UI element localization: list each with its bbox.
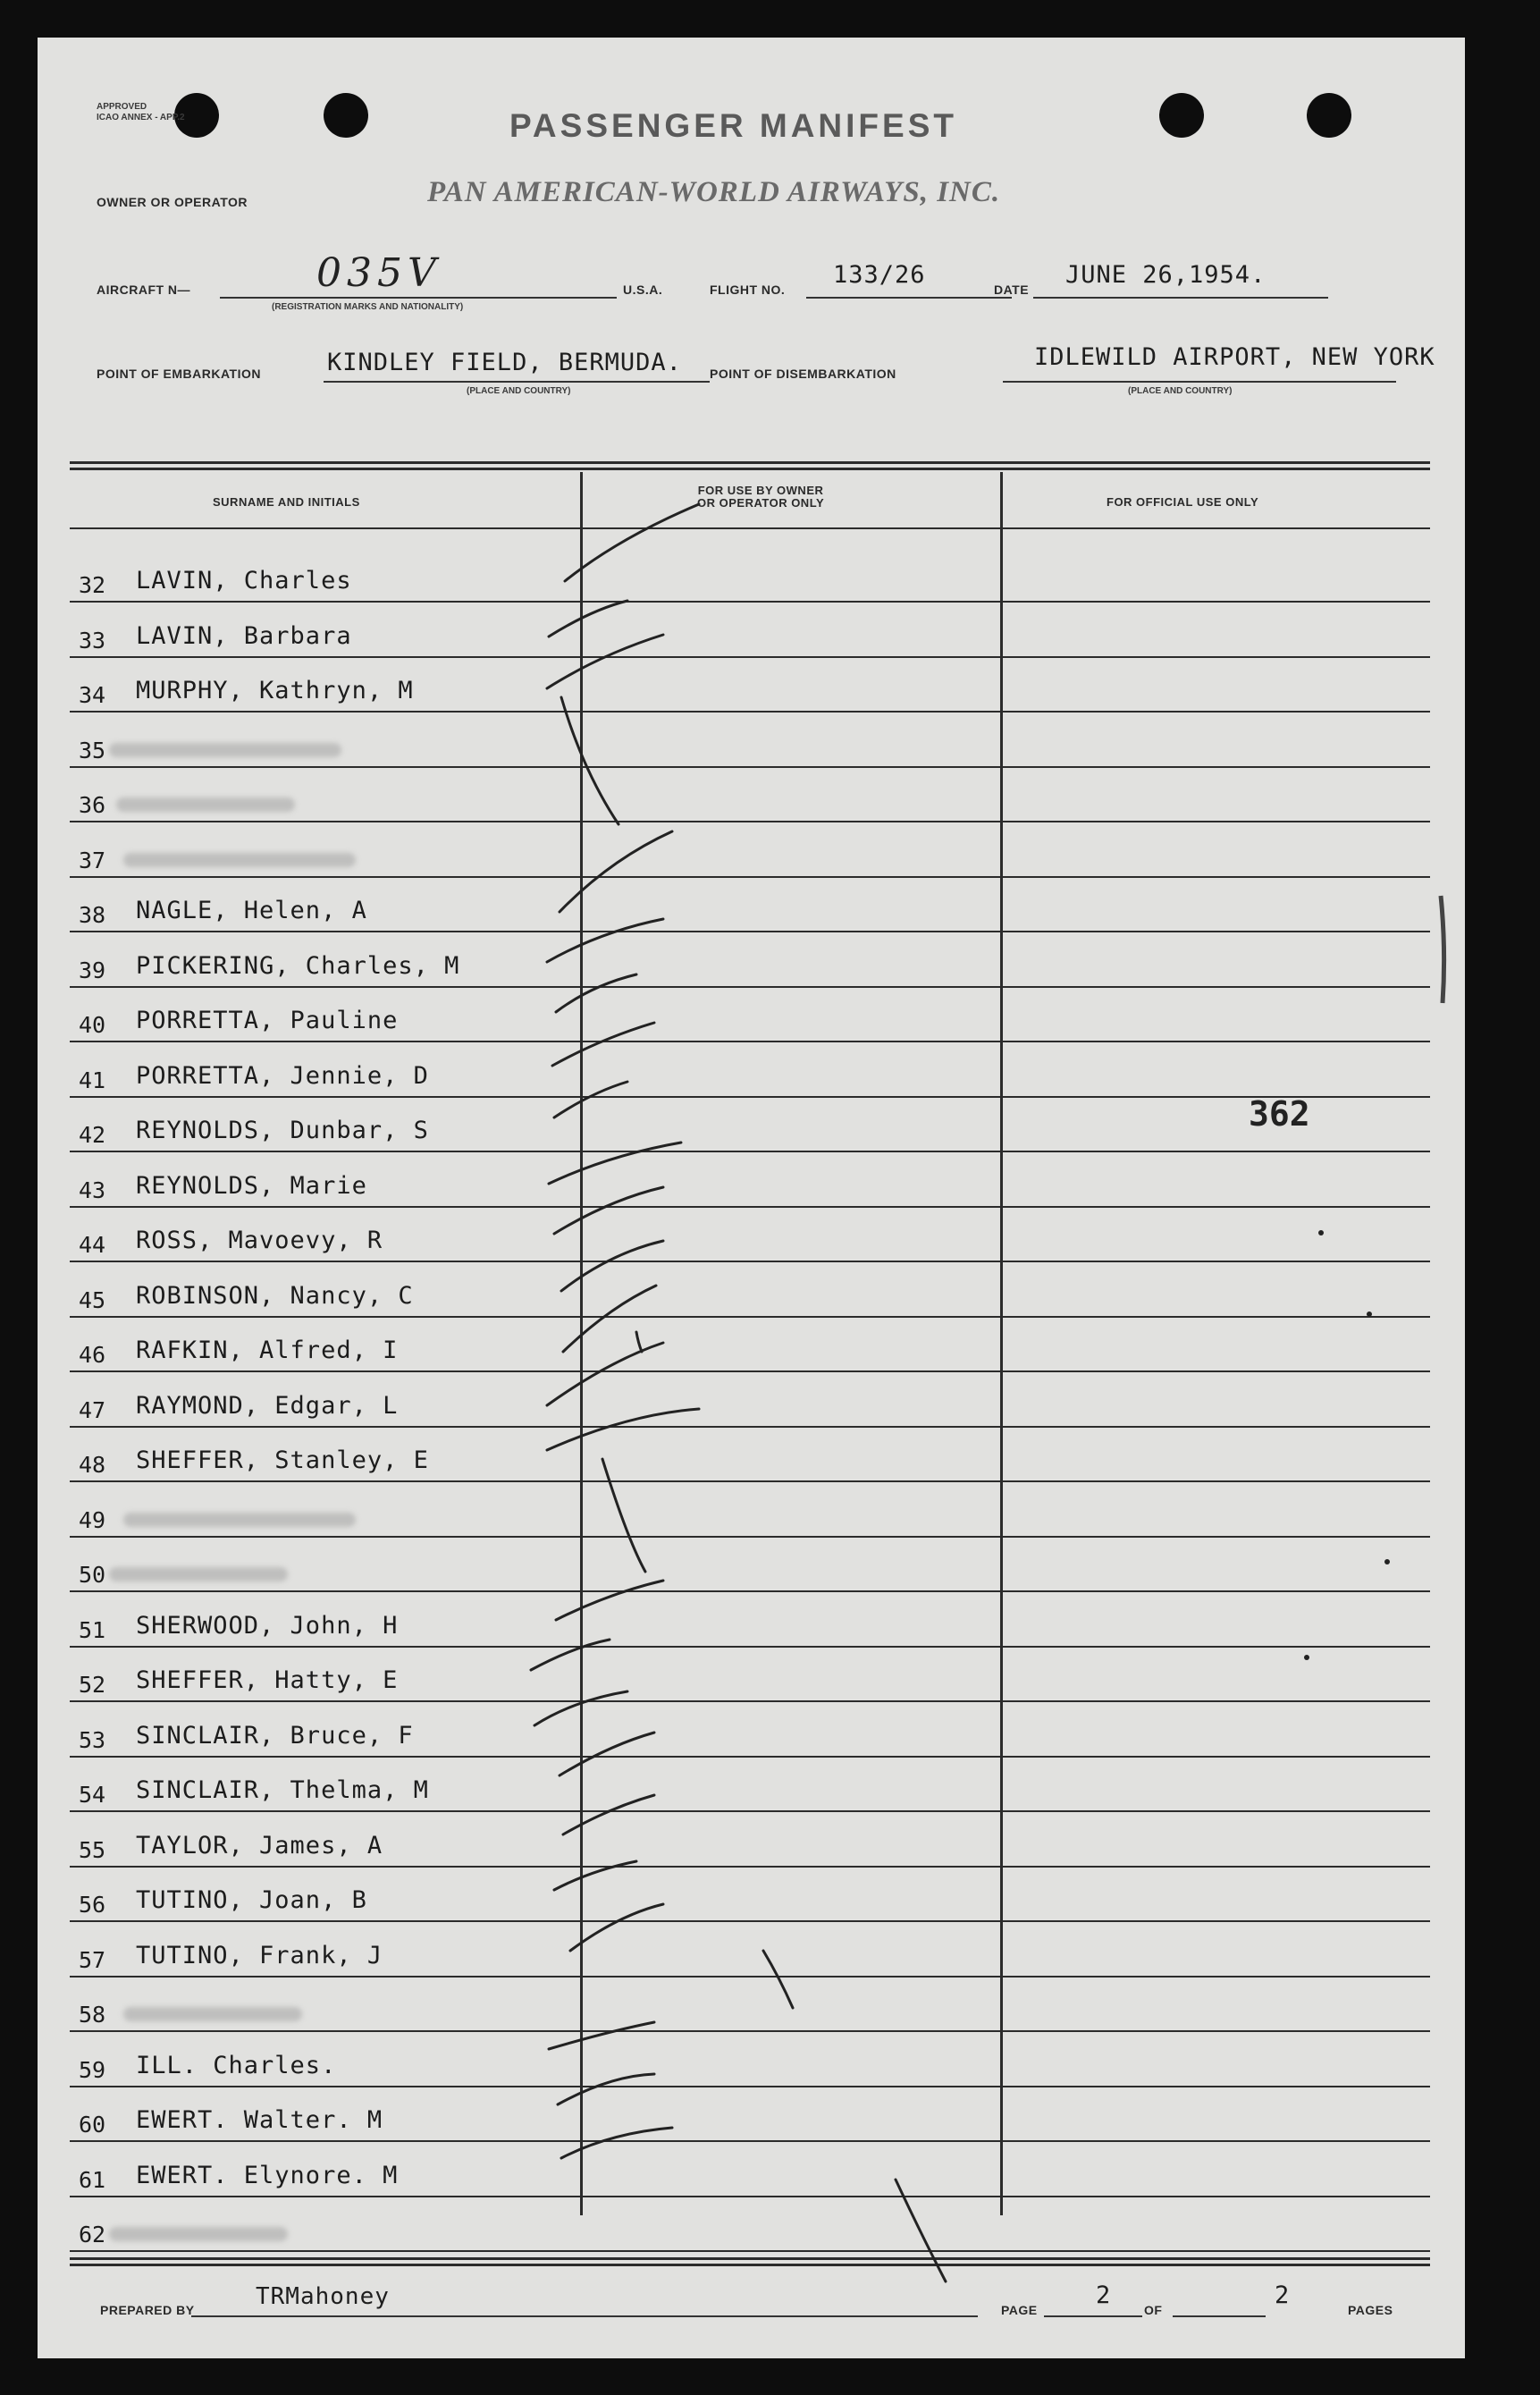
row-number: 53 <box>79 1726 106 1753</box>
passenger-name: ILL. Charles. <box>136 2051 337 2079</box>
manifest-sheet <box>38 38 1465 2358</box>
passenger-name: NAGLE, Helen, A <box>136 897 367 924</box>
row-number: 56 <box>79 1892 106 1918</box>
passenger-name: LAVIN, Charles <box>136 567 352 595</box>
row-number: 36 <box>79 792 106 818</box>
aircraft-label: AIRCRAFT N— <box>97 283 191 297</box>
passenger-name: REYNOLDS, Dunbar, S <box>136 1117 429 1144</box>
passenger-name: TUTINO, Joan, B <box>136 1886 367 1914</box>
handwritten-check-marks <box>38 38 1465 2358</box>
embark-value: KINDLEY FIELD, BERMUDA. <box>327 349 682 376</box>
row-number: 59 <box>79 2056 106 2083</box>
row-number: 37 <box>79 847 106 873</box>
row-number: 47 <box>79 1396 106 1423</box>
row-number: 41 <box>79 1067 106 1093</box>
usa-label: U.S.A. <box>623 283 663 297</box>
row-number: 50 <box>79 1562 106 1588</box>
passenger-name: ROSS, Mavoevy, R <box>136 1227 383 1254</box>
row-number: 58 <box>79 2002 106 2028</box>
column-header-owner-line1: FOR USE BY OWNER <box>697 484 824 497</box>
passenger-name: ROBINSON, Nancy, C <box>136 1281 414 1310</box>
passenger-name: TUTINO, Frank, J <box>136 1941 383 1969</box>
row-number: 42 <box>79 1122 106 1148</box>
date-label: DATE <box>994 283 1030 297</box>
row-number: 43 <box>79 1176 106 1203</box>
passenger-name: SHEFFER, Hatty, E <box>136 1666 399 1694</box>
prepared-by-underline <box>191 2315 978 2317</box>
row-number: 34 <box>79 682 106 708</box>
row-number: 49 <box>79 1506 106 1533</box>
passenger-name: MURPHY, Kathryn, M <box>136 677 414 704</box>
row-number: 61 <box>79 2166 106 2193</box>
passenger-name: REYNOLDS, Marie <box>136 1171 367 1200</box>
passenger-name: SHERWOOD, John, H <box>136 1611 399 1640</box>
passenger-name: LAVIN, Barbara <box>136 621 352 650</box>
embark-place-note: (PLACE AND COUNTRY) <box>467 386 571 396</box>
column-header-official: FOR OFFICIAL USE ONLY <box>1107 495 1259 509</box>
passenger-name: SINCLAIR, Thelma, M <box>136 1776 429 1804</box>
passenger-name: PORRETTA, Pauline <box>136 1007 399 1034</box>
date-value: JUNE 26,1954. <box>1065 261 1267 289</box>
column-header-owner-line2: OR OPERATOR ONLY <box>697 496 825 510</box>
row-number: 54 <box>79 1782 106 1808</box>
form-title: PASSENGER MANIFEST <box>509 107 957 144</box>
row-number: 32 <box>79 572 106 598</box>
aircraft-value: 035V <box>316 250 442 296</box>
row-number: 46 <box>79 1342 106 1368</box>
disembark-label: POINT OF DISEMBARKATION <box>710 367 896 381</box>
passenger-name: SHEFFER, Stanley, E <box>136 1446 429 1474</box>
disembark-value: IDLEWILD AIRPORT, NEW YORK <box>1034 343 1435 371</box>
passenger-name: PICKERING, Charles, M <box>136 951 460 980</box>
prepared-by-label: PREPARED BY <box>100 2303 195 2317</box>
passenger-name: RAFKIN, Alfred, I <box>136 1337 399 1364</box>
row-number: 62 <box>79 2222 106 2247</box>
disembark-place-note: (PLACE AND COUNTRY) <box>1128 386 1233 396</box>
row-number: 35 <box>79 737 106 763</box>
page-underline <box>1044 2315 1142 2317</box>
row-number: 60 <box>79 2112 106 2138</box>
row-number: 38 <box>79 902 106 928</box>
flight-label: FLIGHT NO. <box>710 283 786 297</box>
row-number: 44 <box>79 1232 106 1258</box>
total-pages: 2 <box>1275 2281 1291 2309</box>
row-number: 39 <box>79 957 106 983</box>
row-number: 33 <box>79 627 106 654</box>
passenger-name: PORRETTA, Jennie, D <box>136 1061 429 1090</box>
official-stamp-number: 362 <box>1249 1094 1310 1134</box>
passenger-name: RAYMOND, Edgar, L <box>136 1391 399 1420</box>
passenger-name: EWERT. Elynore. M <box>136 2161 399 2189</box>
row-number: 48 <box>79 1452 106 1478</box>
row-number: 51 <box>79 1616 106 1643</box>
owner-label: OWNER OR OPERATOR <box>97 195 248 209</box>
prepared-by-value: TRMahoney <box>256 2283 390 2310</box>
row-number: 52 <box>79 1672 106 1698</box>
row-number: 57 <box>79 1946 106 1973</box>
column-header-surname: SURNAME AND INITIALS <box>213 495 360 509</box>
approved-text: APPROVED <box>97 102 147 112</box>
page-label: PAGE <box>1001 2303 1038 2317</box>
row-number: 45 <box>79 1286 106 1313</box>
passenger-name: EWERT. Walter. M <box>136 2106 383 2134</box>
row-number: 55 <box>79 1836 106 1863</box>
registration-note: (REGISTRATION MARKS AND NATIONALITY) <box>272 302 464 312</box>
owner-value: PAN AMERICAN-WORLD AIRWAYS, INC. <box>427 176 1001 208</box>
of-label: OF <box>1144 2303 1163 2317</box>
row-number: 40 <box>79 1012 106 1038</box>
embark-label: POINT OF EMBARKATION <box>97 367 261 381</box>
pages-label: PAGES <box>1348 2303 1393 2317</box>
of-underline <box>1173 2315 1266 2317</box>
icao-text: ICAO ANNEX - APP.2 <box>97 113 185 122</box>
passenger-name: SINCLAIR, Bruce, F <box>136 1721 414 1750</box>
passenger-name: TAYLOR, James, A <box>136 1831 383 1859</box>
page-number: 2 <box>1096 2281 1112 2309</box>
flight-value: 133/26 <box>833 261 926 289</box>
